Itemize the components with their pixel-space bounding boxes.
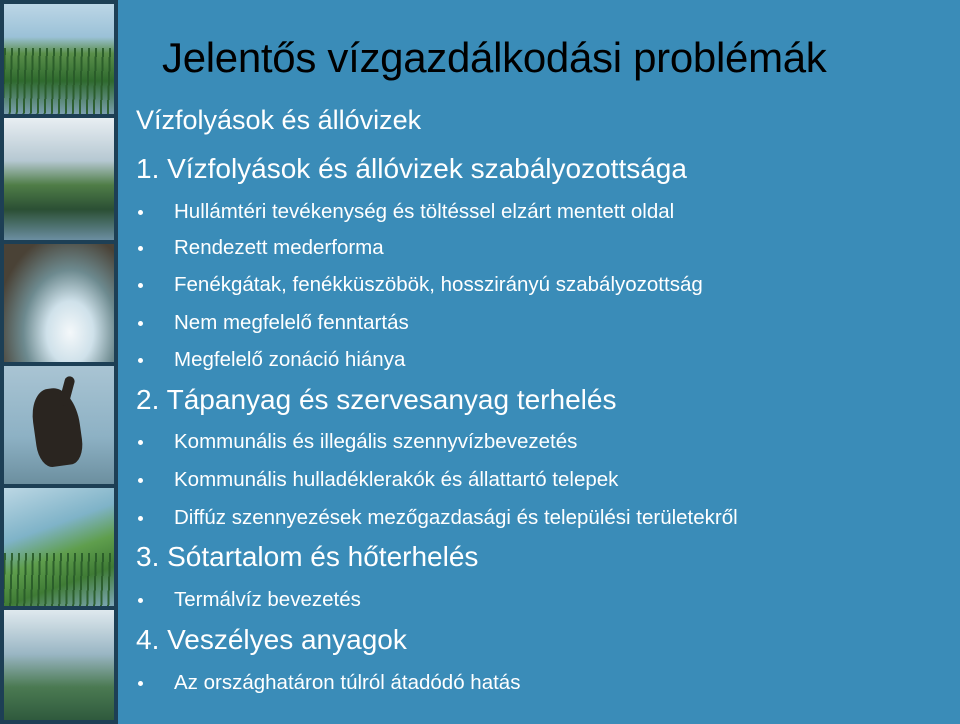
bullet-dot — [138, 246, 143, 251]
bullet-dot — [138, 681, 143, 686]
section-heading-2: 2. Tápanyag és szervesanyag terhelés — [136, 384, 617, 415]
outflow-pipe-photo — [4, 244, 114, 362]
list-item: Hullámtéri tevékenység és töltéssel elzárt mentett oldal — [136, 200, 674, 224]
cormorant-photo — [4, 366, 114, 484]
list-item: Kommunális és illegális szennyvízbevezetés — [136, 430, 577, 454]
river-landscape-photo — [4, 118, 114, 240]
list-item: Nem megfelelő fenntartás — [136, 311, 409, 335]
bullet-dot — [138, 321, 143, 326]
bullet-dot — [138, 478, 143, 483]
section-heading-4: 4. Veszélyes anyagok — [136, 624, 407, 655]
reeds-photo — [4, 4, 114, 114]
bullet-dot — [138, 440, 143, 445]
section-heading-3: 3. Sótartalom és hőterhelés — [136, 541, 479, 572]
slide-content — [136, 0, 960, 724]
list-item: Megfelelő zonáció hiánya — [136, 348, 405, 372]
bullet-dot — [138, 516, 143, 521]
list-item: Az országhatáron túlról átadódó hatás — [136, 671, 520, 695]
list-item: Fenékgátak, fenékküszöbök, hosszirányú szabályozottság — [136, 273, 703, 297]
wetland-photo — [4, 488, 114, 606]
list-item: Kommunális hulladéklerakók és állattartó telepek — [136, 468, 618, 492]
riverbank-trees-photo — [4, 610, 114, 720]
list-item: Rendezett mederforma — [136, 236, 384, 260]
list-item: Diffúz szennyezések mezőgazdasági és települési területekről — [136, 506, 738, 530]
bullet-dot — [138, 358, 143, 363]
bullet-dot — [138, 283, 143, 288]
photo-strip — [0, 0, 118, 724]
slide-subtitle: Vízfolyások és állóvizek — [136, 105, 422, 135]
bullet-dot — [138, 210, 143, 215]
slide-title: Jelentős vízgazdálkodási problémák — [162, 34, 827, 81]
section-heading-1: 1. Vízfolyások és állóvizek szabályozottsága — [136, 153, 687, 184]
bullet-dot — [138, 598, 143, 603]
list-item: Termálvíz bevezetés — [136, 588, 361, 612]
